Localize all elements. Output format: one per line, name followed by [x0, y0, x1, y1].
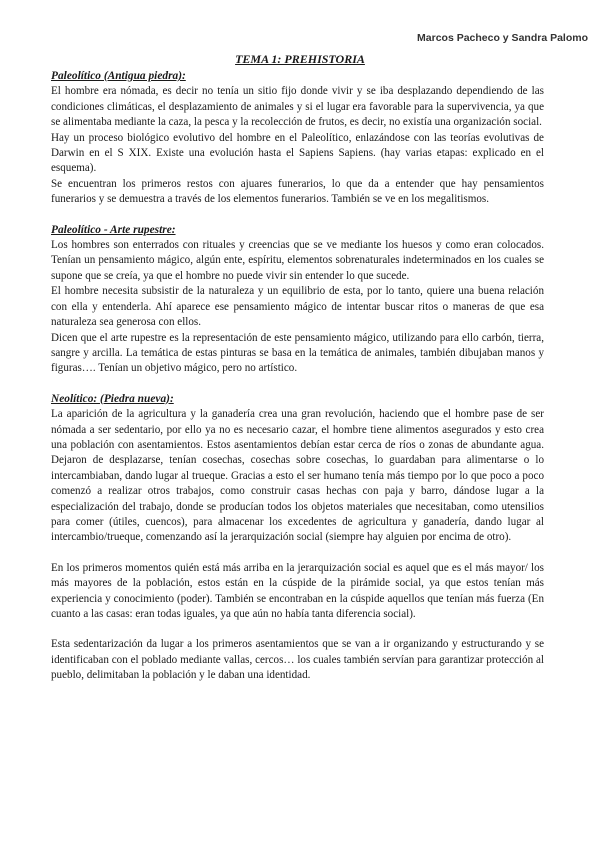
paragraph: El hombre necesita subsistir de la naturaleza y un equilibrio de esta, por lo tanto, quiere una buena relación con ella y entenderla. Ahí aparece ese pensamiento mágico de intentar buscar ritos o maneras de que esa naturaleza sea generosa con ellos.: [51, 285, 544, 329]
section-neolitico: [51, 392, 544, 684]
document-title: TEMA 1: PREHISTORIA: [235, 52, 365, 66]
section-paleolitico: [51, 69, 544, 208]
paragraph: El hombre era nómada, es decir no tenía un sitio fijo donde vivir y se iba desplazando dependiendo de las condiciones climáticas, el desplazamiento de animales y si el lugar era favorable para la supervivencia, ya que se alimentaba mediante la caza, la pesca y la recolección de frutos, es decir, no existía una organización social.: [51, 85, 544, 129]
paragraph: La aparición de la agricultura y la ganadería crea una gran revolución, haciendo que el hombre pase de ser nómada a ser sedentario, por ello ya no es necesario cazar, el hombre tiene alimentos asegurados y esto crea una población con asentamientos. Estos asentamientos debían estar cerca de ríos o zonas de abundante agua. Dejaron de desplazarse, tenían cosechas, cosechas sobre cosechas, lo guardaban para alimentarse o lo intercambiaban, dando lugar al trueque. Gracias a esto el ser humano tenía más tiempo por lo que poco a poco comenzó a realizar otros trabajos, como construir casas hechas con paja y barro, dándose lugar a la especialización del trabajo, donde se producían todos los objetos materiales que necesitaban, como utensilios para comer (útiles, cuencos), para almacenar los excedentes de agricultura y ganadería, dando lugar al intercambio/trueque, comenzando así la jerarquización social (siempre hay alguien por encima de otro).: [51, 408, 544, 544]
document-body: [51, 69, 544, 684]
paragraph: Se encuentran los primeros restos con ajuares funerarios, lo que da a entender que hay pensamientos funerarios y se demuestra a través de los elementos funerarios. También se ve en los megalitismos.: [51, 177, 544, 206]
paragraph: En los primeros momentos quién está más arriba en la jerarquización social es aquel que es el más mayor/ los más mayores de la población, estos están en la cúspide de la pirámide social, ya que estos tenían más experiencia y conocimiento (poder). También se encontraban en la cúspide aquellos que tenían más fuerza (En cuanto a las casas: eran todas iguales, ya que aún no había tanta diferencia social).: [51, 561, 544, 620]
paragraph: Dicen que el arte rupestre es la representación de este pensamiento mágico, utilizando para ello carbón, tierra, sangre y arcilla. La temática de estas pinturas se basa en la temática de animales, también dibujaban manos y figuras…. Tenían un objetivo mágico, pero no artístico.: [51, 331, 544, 375]
document-header-authors: Marcos Pacheco y Sandra Palomo: [417, 32, 588, 44]
paragraph: Los hombres son enterrados con rituales y creencias que se ve mediante los huesos y como eran colocados. Tenían un pensamiento mágico, algún ente, espíritu, elementos sobrenaturales indeterminados en los cuales se supone que se creía, ya que el hombre no puede vivir sin entender lo que sucede.: [51, 239, 544, 282]
section-heading: Neolítico: (Piedra nueva):: [51, 392, 174, 405]
paragraph: Hay un proceso biológico evolutivo del hombre en el Paleolítico, enlazándose con las teorías evolutivas de Darwin en el S XIX. Existe una evolución hasta el Sapiens Sapiens. (hay varias etapas: explicado en el esquema).: [51, 131, 544, 175]
section-arte-rupestre: [51, 223, 544, 377]
section-heading: Paleolítico - Arte rupestre:: [51, 223, 176, 236]
paragraph: Esta sedentarización da lugar a los primeros asentamientos que se van a ir organizando y estructurando y se identificaban con el poblado mediante vallas, cercos… los cuales también servían para garantizar protección al pueblo, delimitaban la población y le daban una identidad.: [51, 638, 544, 682]
section-heading: Paleolítico (Antigua piedra):: [51, 70, 186, 82]
